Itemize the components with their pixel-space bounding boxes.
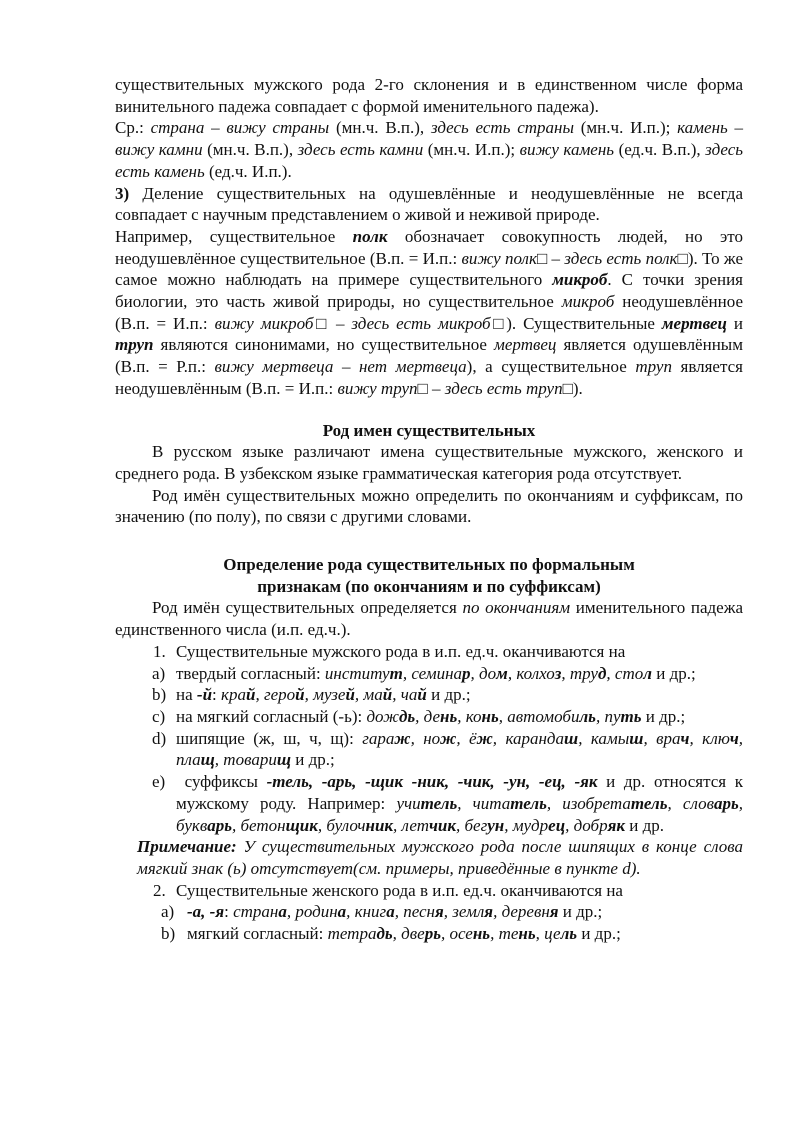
list-letter: b) bbox=[161, 924, 176, 944]
heading-formal bbox=[115, 554, 743, 597]
list-letter: d) bbox=[152, 728, 167, 748]
list-letter: a) bbox=[161, 902, 175, 922]
list-subitem-text: на -й: край, герой, музей, май, чай и др.; bbox=[176, 685, 471, 705]
list-subitem bbox=[115, 901, 743, 923]
note-paragraph: Примечание: У существительных мужского рода после шипящих в конце слова мягкий знак (ь) отсутствует(см. примеры, приведённые в пункте d). bbox=[137, 837, 743, 878]
list-item-feminine bbox=[115, 880, 743, 902]
list-subitem-text: мягкий согласный: тетрадь, дверь, осень, тень, цель и др.; bbox=[187, 924, 621, 944]
list-number: 1. bbox=[153, 641, 166, 661]
list-letter: c) bbox=[152, 706, 166, 726]
list-letter: b) bbox=[152, 685, 167, 705]
list-subitem bbox=[115, 923, 743, 945]
list-subitem-text: на мягкий согласный (-ь): дождь, день, конь, автомобиль, путь и др.; bbox=[176, 706, 686, 726]
list-item-text: Существительные мужского рода в и.п. ед.ч. оканчиваются на bbox=[176, 641, 626, 661]
list-letter: a) bbox=[152, 663, 166, 683]
list-subitem-text: шипящие (ж, ш, ч, щ): гараж, нож, ёж, карандаш, камыш, врач, ключ, плащ, товарищ и др.; bbox=[176, 728, 743, 770]
feminine-endings-list bbox=[115, 901, 743, 944]
paragraph-formal-intro: Род имён существительных определяется по окончаниям именительного падежа единственного числа (и.п. ед.ч.). bbox=[115, 598, 743, 640]
list-subitem bbox=[115, 663, 743, 685]
list-subitem bbox=[115, 771, 743, 836]
list-subitem bbox=[115, 728, 743, 771]
paragraph-continuation: существительных мужского рода 2-го склонения и в единственном числе форма винительного падежа совпадает с формой именительного падежа). bbox=[115, 75, 743, 116]
heading-formal-line2: признакам (по окончаниям и по суффиксам) bbox=[257, 576, 601, 596]
list-subitem bbox=[115, 684, 743, 706]
list-subitem-text: твердый согласный: институт, семинар, дом, колхоз, труд, стол и др.; bbox=[176, 663, 696, 683]
masculine-endings-list bbox=[115, 663, 743, 837]
list-letter: e) bbox=[152, 772, 166, 792]
heading-formal-line1: Определение рода существительных по формальным bbox=[223, 555, 635, 575]
paragraph-gender-methods: Род имён существительных можно определить по окончаниям и суффиксам, по значению (по полу), по связи с другими словами. bbox=[115, 485, 743, 527]
paragraph-gender-intro: В русском языке различают имена существительные мужского, женского и среднего рода. В узбекском языке грамматическая категория рода отсутствует. bbox=[115, 442, 743, 483]
paragraph-examples: Ср.: страна – вижу страны (мн.ч. В.п.), здесь есть страны (мн.ч. И.п.); камень – вижу камни (мн.ч. В.п.), здесь есть камни (мн.ч. И.п.); вижу камень (ед.ч. В.п.), здесь есть камень (ед.ч. И.п.). bbox=[115, 118, 744, 181]
list-item-masculine bbox=[115, 641, 743, 663]
document-body bbox=[115, 74, 743, 945]
list-number: 2. bbox=[153, 880, 166, 900]
paragraph-point-3: 3) Деление существительных на одушевлённые и неодушевлённые не всегда совпадает с научным представлением о живой и неживой природе. bbox=[115, 183, 743, 225]
list-item-text: Существительные женского рода в и.п. ед.ч. оканчиваются на bbox=[176, 880, 623, 900]
list-subitem-text: суффиксы -тель, -арь, -щик -ник, -чик, -ун, -ец, -як и др. относятся к мужскому роду. Например: учитель, читатель, изобретатель, словарь, букварь, бетонщик, булочник, летчик, бегун, мудрец, добряк и др. bbox=[176, 772, 743, 835]
list-subitem bbox=[115, 706, 743, 728]
heading-gender: Род имен существительных bbox=[322, 420, 536, 440]
list-subitem-text: -а, -я: страна, родина, книга, песня, земля, деревня и др.; bbox=[187, 902, 603, 922]
paragraph-example-polk: Например, существительное полк обозначает совокупность людей, но это неодушевлённое существительное (В.п. = И.п.: вижу полк□ – здесь есть полк□). То же самое можно наблюдать на примере существительного микроб. С точки зрения биологии, это часть живой природы, но существительное микроб неодушевлённое (В.п. = И.п.: вижу микроб□ – здесь есть микроб□). Существительные мертвец и труп являются синонимами, но существительное мертвец является одушевлённым (В.п. = Р.п.: вижу мертвеца – нет мертвеца), а существительное труп является неодушевлённым (В.п. = И.п.: вижу труп□ – здесь есть труп□). bbox=[115, 226, 743, 398]
